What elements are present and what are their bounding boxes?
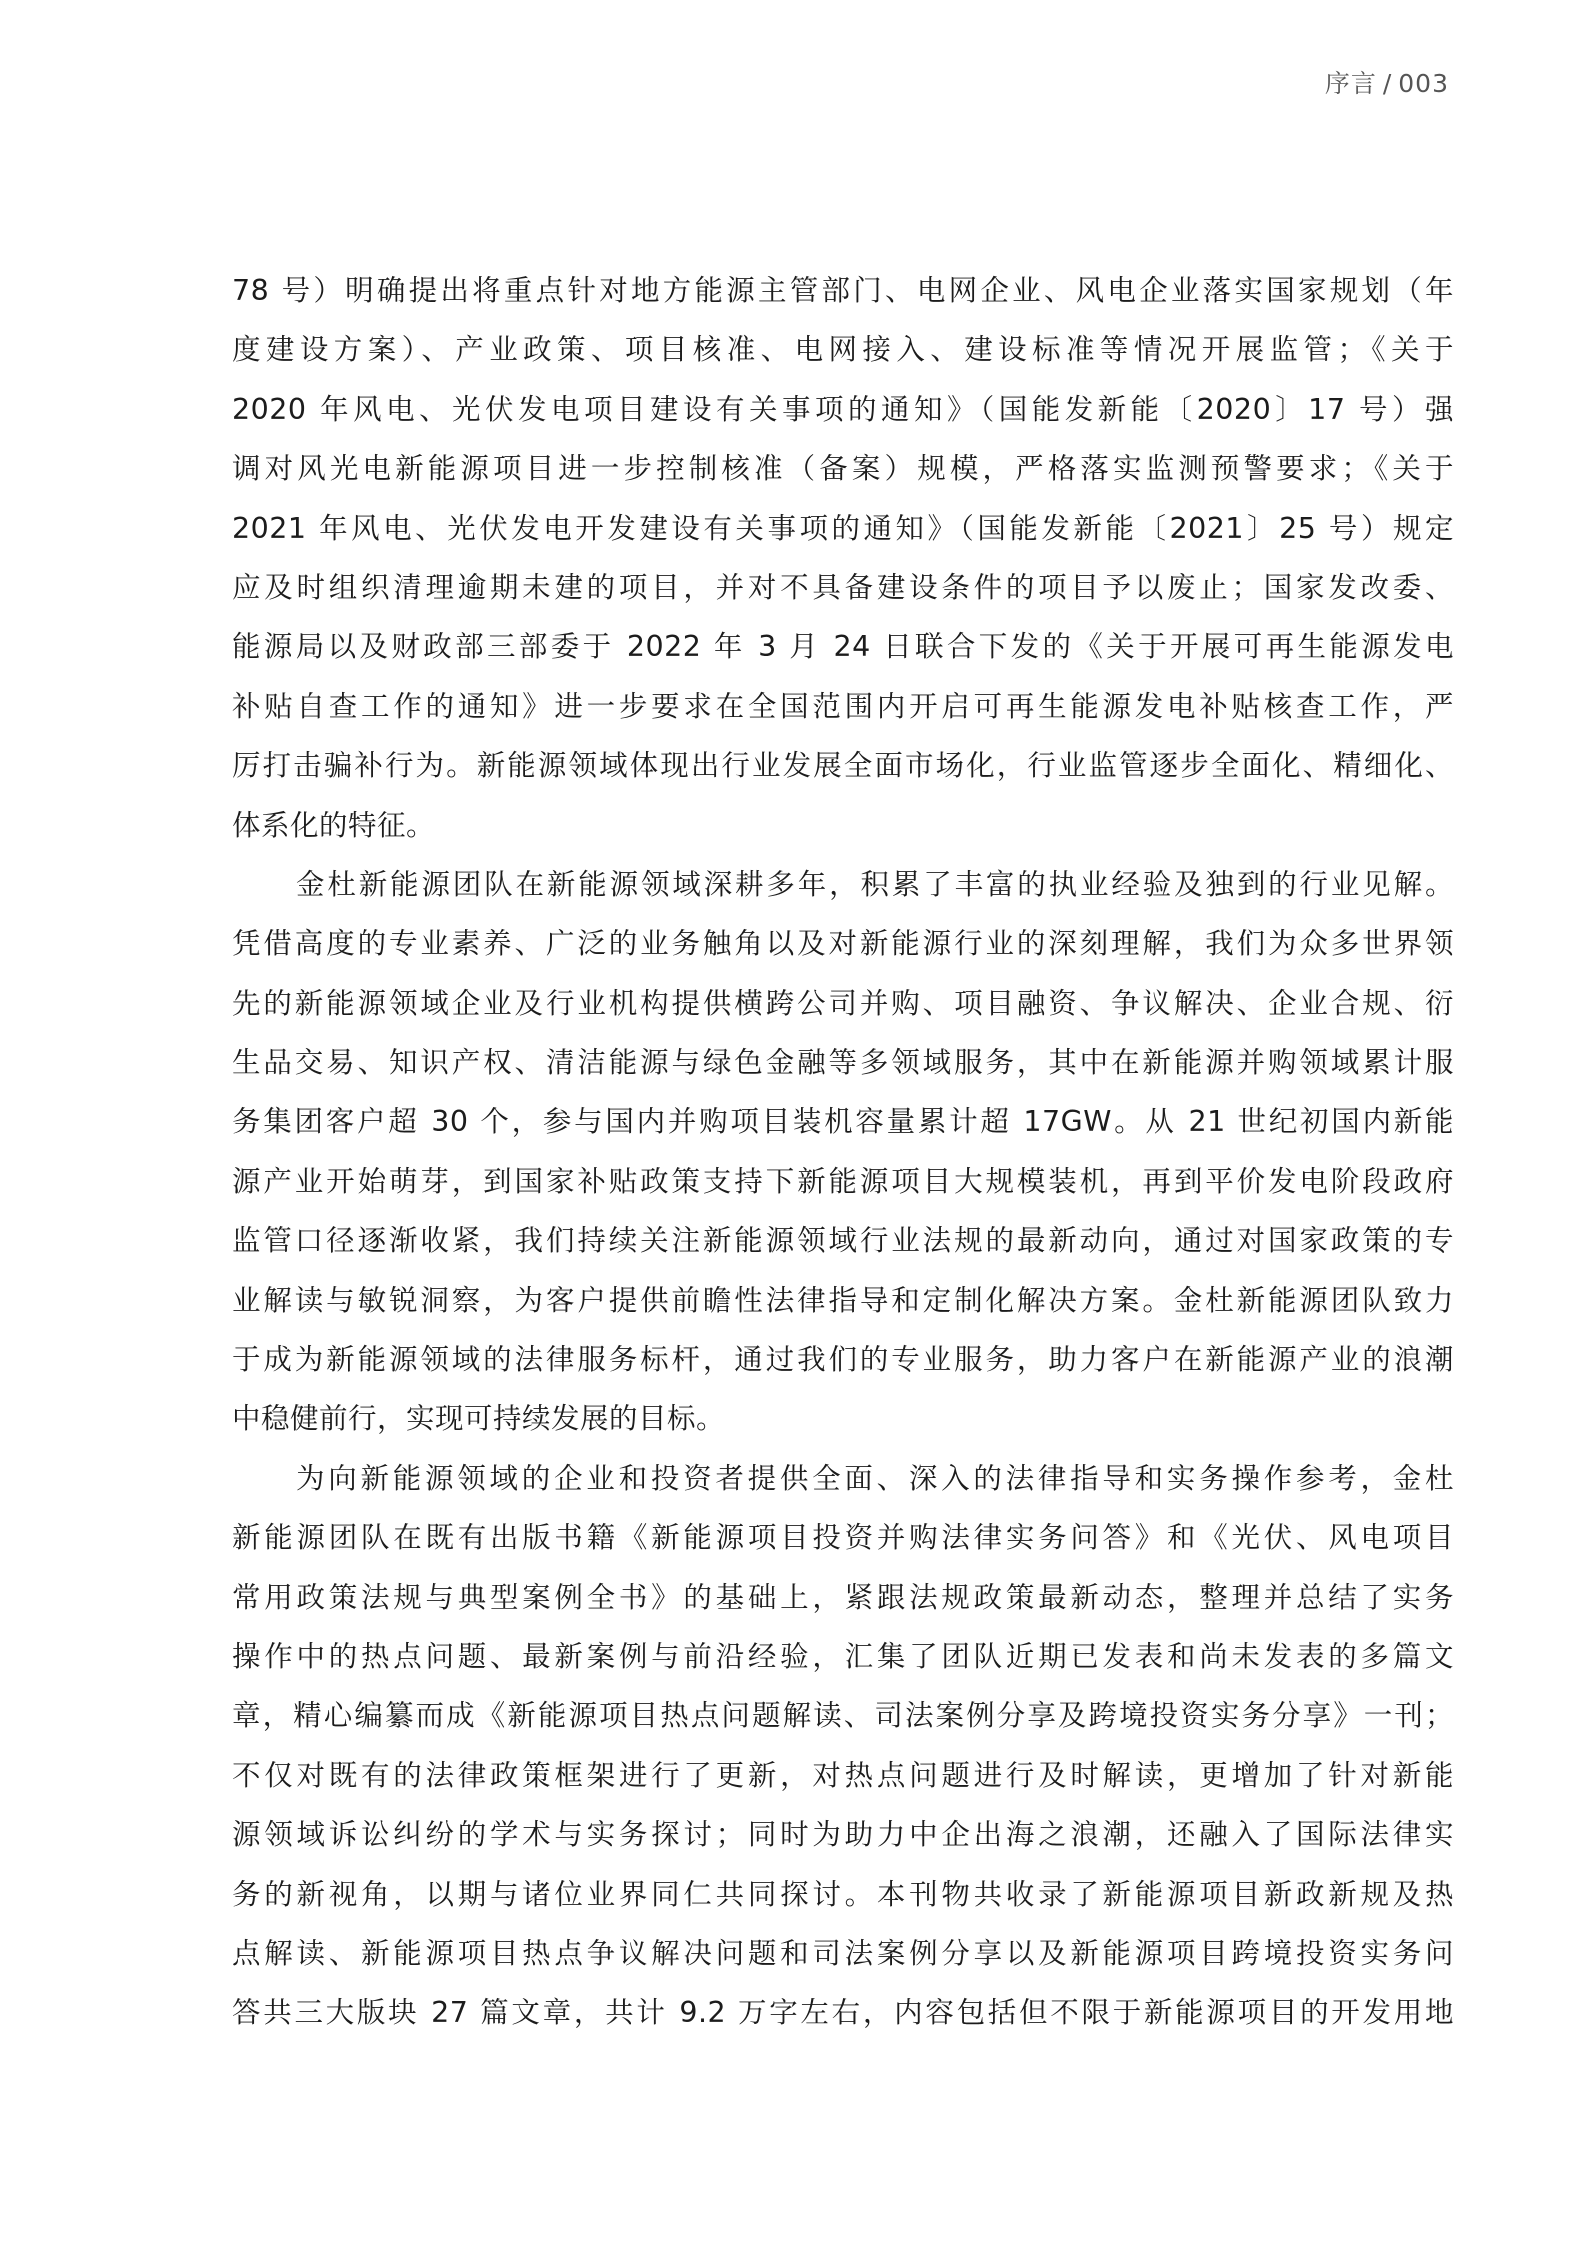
text-line: 调对风光电新能源项目进一步控制核准（备案）规模，严格落实监测预警要求；《关于 bbox=[232, 452, 1454, 486]
text-line: 2021 年风电、光伏发电开发建设有关事项的通知》（国能发新能〔2021〕25 号）规定 bbox=[232, 511, 1454, 545]
page-number: 003 bbox=[1398, 69, 1449, 98]
text-line: 源产业开始萌芽，到国家补贴政策支持下新能源项目大规模装机，再到平价发电阶段政府 bbox=[232, 1164, 1454, 1198]
body-text bbox=[232, 261, 1454, 2043]
text-line: 于成为新能源领域的法律服务标杆，通过我们的专业服务，助力客户在新能源产业的浪潮 bbox=[232, 1343, 1454, 1377]
text-line: 能源局以及财政部三部委于 2022 年 3 月 24 日联合下发的《关于开展可再生能源发电 bbox=[232, 630, 1454, 664]
text-line: 常用政策法规与典型案例全书》的基础上，紧跟法规政策最新动态，整理并总结了实务 bbox=[232, 1580, 1454, 1614]
text-line: 度建设方案）、产业政策、项目核准、电网接入、建设标准等情况开展监管；《关于 bbox=[232, 333, 1454, 367]
text-line: 厉打击骗补行为。新能源领域体现出行业发展全面市场化，行业监管逐步全面化、精细化、 bbox=[232, 749, 1454, 783]
text-line: 务的新视角，以期与诸位业界同仁共同探讨。本刊物共收录了新能源项目新政新规及热 bbox=[232, 1877, 1454, 1911]
header-separator: / bbox=[1382, 69, 1393, 98]
header-section-title: 序言 bbox=[1324, 69, 1377, 98]
text-line: 先的新能源领域企业及行业机构提供横跨公司并购、项目融资、争议解决、企业合规、衍 bbox=[232, 986, 1454, 1020]
text-line: 金杜新能源团队在新能源领域深耕多年，积累了丰富的执业经验及独到的行业见解。 bbox=[296, 867, 1454, 901]
text-line: 新能源团队在既有出版书籍《新能源项目投资并购法律实务问答》和《光伏、风电项目 bbox=[232, 1521, 1454, 1555]
text-line: 生品交易、知识产权、清洁能源与绿色金融等多领域服务，其中在新能源并购领域累计服 bbox=[232, 1046, 1454, 1080]
text-line: 章，精心编纂而成《新能源项目热点问题解读、司法案例分享及跨境投资实务分享》一刊； bbox=[232, 1699, 1454, 1733]
text-line: 点解读、新能源项目热点争议解决问题和司法案例分享以及新能源项目跨境投资实务问 bbox=[232, 1936, 1454, 1970]
text-line: 应及时组织清理逾期未建的项目，并对不具备建设条件的项目予以废止；国家发改委、 bbox=[232, 570, 1454, 604]
text-line: 源领域诉讼纠纷的学术与实务探讨；同时为助力中企出海之浪潮，还融入了国际法律实 bbox=[232, 1818, 1454, 1852]
text-line: 补贴自查工作的通知》进一步要求在全国范围内开启可再生能源发电补贴核查工作，严 bbox=[232, 689, 1454, 723]
text-line: 业解读与敏锐洞察，为客户提供前瞻性法律指导和定制化解决方案。金杜新能源团队致力 bbox=[232, 1283, 1454, 1317]
text-line: 监管口径逐渐收紧，我们持续关注新能源领域行业法规的最新动向，通过对国家政策的专 bbox=[232, 1224, 1454, 1258]
text-line: 不仅对既有的法律政策框架进行了更新，对热点问题进行及时解读，更增加了针对新能 bbox=[232, 1758, 1454, 1792]
text-line: 凭借高度的专业素养、广泛的业务触角以及对新能源行业的深刻理解，我们为众多世界领 bbox=[232, 927, 1454, 961]
text-line: 78 号）明确提出将重点针对地方能源主管部门、电网企业、风电企业落实国家规划（年 bbox=[232, 274, 1454, 307]
text-line: 答共三大版块 27 篇文章，共计 9.2 万字左右，内容包括但不限于新能源项目的开发用地 bbox=[232, 1996, 1454, 2030]
text-line: 中稳健前行，实现可持续发展的目标。 bbox=[232, 1402, 726, 1436]
text-line: 体系化的特征。 bbox=[232, 808, 436, 842]
running-header bbox=[1325, 64, 1449, 100]
text-line: 2020 年风电、光伏发电项目建设有关事项的通知》（国能发新能〔2020〕17 号）强 bbox=[232, 392, 1454, 426]
text-line: 务集团客户超 30 个，参与国内并购项目装机容量累计超 17GW。从 21 世纪初国内新能 bbox=[232, 1105, 1454, 1139]
text-line: 操作中的热点问题、最新案例与前沿经验，汇集了团队近期已发表和尚未发表的多篇文 bbox=[232, 1639, 1454, 1673]
text-line: 为向新能源领域的企业和投资者提供全面、深入的法律指导和实务操作参考，金杜 bbox=[296, 1461, 1454, 1495]
